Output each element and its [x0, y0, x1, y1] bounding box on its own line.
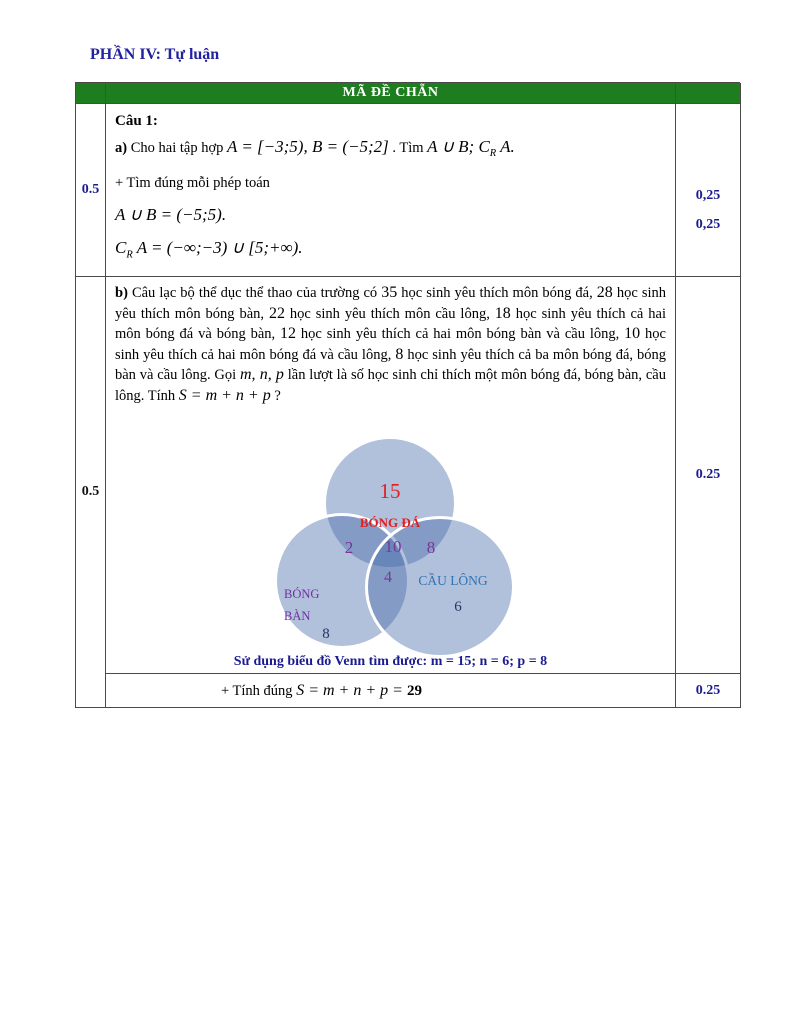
- points-cell-q1b: 0.25: [676, 277, 741, 674]
- venn-circle-football: [323, 436, 457, 570]
- venn-count-football-only: 15: [379, 478, 401, 503]
- question-1a-statement: a) Cho hai tập hợp A = [−3;5), B = (−5;2] . Tìm A ∪ B; $C_R$ A.: [115, 137, 515, 159]
- question-1b-statement: b) Câu lạc bộ thể dục thể thao của trường có 35 học sinh yêu thích môn bóng đá, 28 học sinh yêu thích môn bóng bàn, 22 học sinh yêu thích môn cầu lông, 18 học sinh yêu thích cả hai môn bóng đá và bóng bàn, 12 học sinh yêu thích cả hai môn bóng bàn và cầu lông, 10 học sinh yêu thích cả hai môn bóng đá và cầu lông, 8 học sinh yêu thích cả ba môn bóng đá, bóng bàn và cầu lông. Gọi m, n, p lần lượt là số học sinh chỉ thích một môn bóng đá, bóng bàn, cầu lông. Tính S = m + n + p ?: [115, 284, 667, 404]
- content-cell-q1a: [106, 104, 676, 277]
- venn-label-football: BÓNG ĐÁ: [359, 514, 421, 530]
- points-value: 0,25: [695, 217, 721, 232]
- header-cell-empty-left: [76, 83, 106, 104]
- header-cell-exam-code: MÃ ĐỀ CHẴN: [106, 83, 676, 104]
- content-cell-q1b: [106, 277, 676, 674]
- venn-count-all-three: 10: [384, 536, 402, 556]
- venn-count-football-tabletennis: 2: [344, 537, 354, 557]
- page-title: PHẦN IV: Tự luận: [90, 46, 220, 63]
- header-cell-empty-right: [676, 83, 741, 104]
- venn-circle-table-tennis: [274, 513, 410, 649]
- question-1-title: Câu 1:: [115, 113, 158, 129]
- score-cell-q1a: 0.5: [76, 104, 106, 277]
- points-cell-final-sum: 0.25: [676, 674, 741, 708]
- venn-label-badminton: CẦU LÔNG: [418, 572, 488, 588]
- grading-note-each-operation: + Tìm đúng mỗi phép toán: [115, 174, 270, 191]
- formula-complement: $C_R$ A = (−∞;−3) ∪ [5;+∞).: [115, 237, 303, 261]
- final-sum-line: + Tính đúng S = m + n + p = 29: [221, 681, 422, 699]
- venn-count-badminton-only: 6: [454, 598, 462, 615]
- content-cell-final-sum: [106, 674, 676, 708]
- points-value: 0,25: [695, 188, 721, 203]
- score-cell-q1b: 0.5: [76, 277, 106, 708]
- venn-circle-badminton: [365, 516, 515, 658]
- answer-key-table: [75, 82, 740, 708]
- venn-label-table-tennis-line2: BÀN: [284, 609, 311, 623]
- points-cell-q1a: [676, 104, 741, 277]
- venn-conclusion: Sử dụng biểu đồ Venn tìm được: m = 15; n = 6; p = 8: [233, 653, 548, 669]
- formula-union: A ∪ B = (−5;5).: [115, 204, 227, 224]
- venn-label-table-tennis-line1: BÓNG: [284, 587, 320, 601]
- venn-count-tabletennis-only: 8: [322, 625, 330, 642]
- venn-count-football-badminton: 8: [426, 537, 436, 557]
- venn-count-tabletennis-badminton: 4: [384, 568, 392, 586]
